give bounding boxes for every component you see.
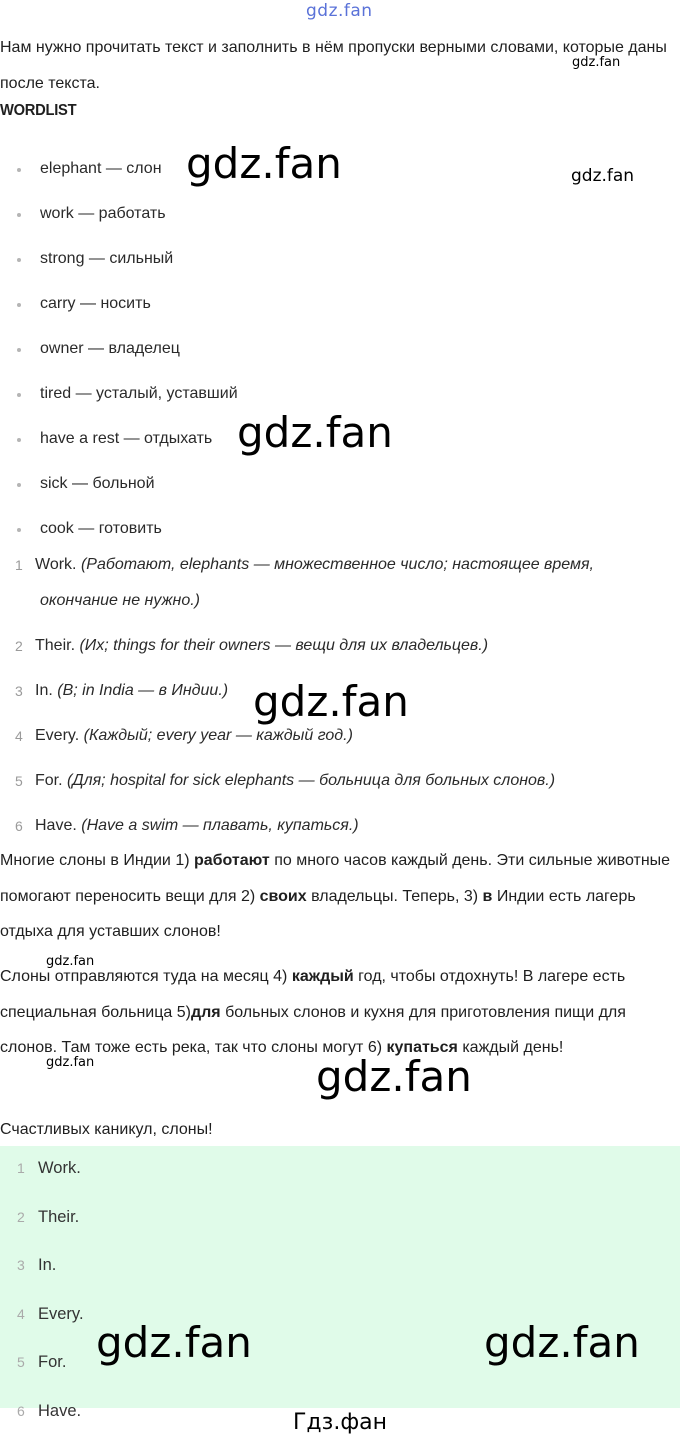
watermark-top: gdz.fan [306, 1, 373, 21]
text: больных слонов и кухня для приготовления пищи для слонов. Там тоже есть река, так что слоны могут 6) [0, 1003, 626, 1056]
answer-explanation-cont: окончание не нужно.) [40, 592, 200, 609]
list-item: strong — сильный [0, 237, 238, 282]
watermark: gdz.fan [186, 139, 342, 188]
answer-number: 4 [17, 1305, 25, 1322]
watermark: gdz.fan [484, 1318, 640, 1367]
answer-word: Work. [38, 1159, 81, 1177]
list-item: have a rest — отдыхать [0, 417, 238, 462]
list-item [0, 1246, 84, 1295]
answer-number: 6 [17, 1402, 25, 1419]
answer-number: 5 [17, 1354, 25, 1370]
answer-explanation: (В; in India — в Индии.) [57, 682, 229, 699]
watermark-small: gdz.fan [572, 55, 621, 70]
answer-word: Their. [35, 637, 76, 654]
translation-paragraph-2 [0, 959, 675, 1066]
closing-line: Счастливых каникул, слоны! [0, 1121, 213, 1138]
bold-answer: работают [193, 852, 270, 869]
short-answers-block [0, 1146, 680, 1420]
watermark: gdz.fan [571, 166, 635, 186]
answer-word: Work. [35, 556, 77, 573]
bold-answer: каждый [291, 968, 354, 985]
footer-watermark: Гдз.фан [293, 1410, 387, 1435]
text: Индии есть лагерь отдыха для уставших слонов! [0, 887, 636, 940]
list-item [0, 1295, 84, 1344]
bold-answer: купаться [386, 1039, 458, 1056]
wordlist [0, 147, 238, 552]
answer-word: Have. [38, 1401, 82, 1420]
text: Слоны отправляются туда на месяц 4) [0, 968, 292, 985]
watermark: gdz.fan [237, 408, 393, 457]
answer-explanation: (Have a swim — плавать, купаться.) [81, 817, 359, 834]
answer-number: 1 [17, 1160, 25, 1176]
watermark: gdz.fan [96, 1318, 252, 1367]
answer-number: 3 [17, 1257, 25, 1273]
answer-word: Every. [35, 727, 80, 744]
intro-text: Нам нужно прочитать текст и заполнить в нём пропуски верными словами, которые даны после текста. [0, 39, 667, 92]
answer-explanation: (Для; hospital for sick elephants — больница для больных слонов.) [67, 772, 556, 789]
list-item: sick — больной [0, 462, 238, 507]
list-item: work — работать [0, 192, 238, 237]
answer-number: 5 [15, 773, 23, 789]
list-item: carry — носить [0, 282, 238, 327]
bold-answer: для [190, 1003, 221, 1021]
watermark: gdz.fan [253, 677, 409, 726]
list-item: tired — усталый, уставший [0, 372, 238, 417]
bold-answer: своих [259, 887, 307, 905]
list-item [0, 1343, 84, 1392]
list-item [0, 1149, 84, 1198]
answer-item [0, 763, 675, 799]
answer-explanation: (Работают, elephants — множественное число; настоящее время, [80, 556, 594, 573]
answer-word: Every. [38, 1304, 84, 1323]
answer-item [0, 547, 675, 619]
answer-explanation: (Их; things for their owners — вещи для их владельцев.) [79, 637, 489, 654]
list-item: owner — владелец [0, 327, 238, 372]
list-item: elephant — слон [0, 147, 238, 192]
answer-word: In. [35, 682, 53, 699]
list-item: cook — готовить [0, 507, 238, 552]
short-answers-list [0, 1149, 84, 1440]
answer-word: In. [38, 1256, 57, 1274]
text: по много часов каждый день. Эти сильные животные помогают переносить вещи для 2) [0, 852, 671, 905]
watermark-small: gdz.fan [46, 1055, 95, 1070]
answer-word: For. [35, 772, 63, 789]
answer-number: 4 [15, 728, 23, 744]
text: каждый день! [457, 1039, 564, 1056]
watermark: gdz.fan [316, 1052, 472, 1101]
answer-item [0, 628, 675, 664]
text: год, чтобы отдохнуть! В лагере есть специальная больница 5) [0, 968, 626, 1021]
answer-word: Their. [38, 1207, 80, 1226]
answer-number: 1 [15, 557, 23, 573]
answer-number: 3 [15, 683, 23, 699]
answer-number: 2 [17, 1208, 25, 1225]
answer-word: Have. [35, 817, 77, 834]
list-item [0, 1198, 84, 1247]
translation-paragraph-1 [0, 843, 675, 950]
text: владельцы. Теперь, 3) [306, 887, 483, 905]
wordlist-title: WORDLIST [0, 102, 77, 119]
answer-item [0, 808, 675, 844]
answer-word: For. [38, 1353, 67, 1371]
answer-number: 6 [15, 818, 23, 834]
answer-explanation: (Каждый; every year — каждый год.) [83, 727, 353, 744]
bold-answer: в [482, 887, 493, 905]
answer-number: 2 [15, 638, 23, 654]
text: Многие слоны в Индии 1) [0, 852, 194, 869]
watermark-small: gdz.fan [46, 954, 95, 969]
